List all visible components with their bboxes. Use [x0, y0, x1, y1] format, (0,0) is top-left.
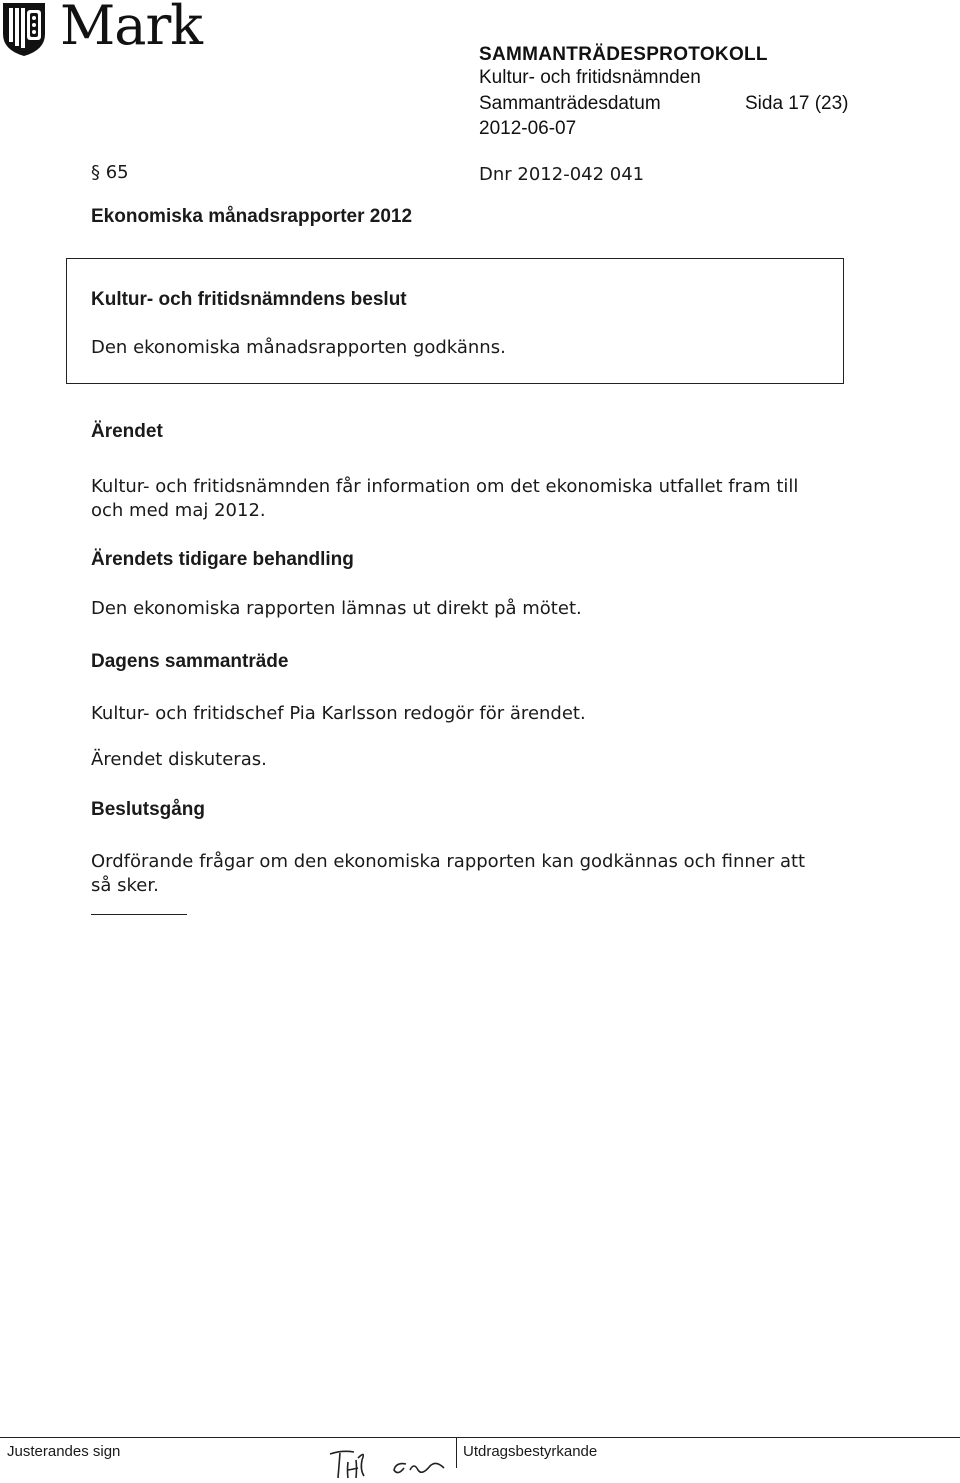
decision-text: Den ekonomiska månadsrapporten godkänns. — [91, 337, 506, 358]
section-text-arendet: Kultur- och fritidsnämnden får information om det ekonomiska utfallet fram till och med maj 2012. — [91, 476, 799, 521]
handwritten-signatures — [326, 1446, 454, 1482]
meeting-date-label: Sammanträdesdatum — [479, 93, 661, 114]
footer-divider — [456, 1438, 457, 1468]
coat-of-arms-icon — [0, 0, 48, 58]
page-number: Sida 17 (23) — [745, 93, 849, 114]
case-title: Ekonomiska månadsrapporter 2012 — [91, 206, 413, 227]
decision-heading: Kultur- och fritidsnämndens beslut — [91, 289, 407, 310]
signature-label: Justerandes sign — [7, 1443, 121, 1460]
end-rule — [91, 914, 187, 915]
footer-rule — [0, 1437, 960, 1438]
section-heading-decision-process: Beslutsgång — [91, 799, 206, 820]
document-type-title: SAMMANTRÄDESPROTOKOLL — [479, 44, 768, 65]
section-text-previous-handling: Den ekonomiska rapporten lämnas ut direkt på mötet. — [91, 598, 582, 619]
section-text-todays-meeting-2: Ärendet diskuteras. — [91, 749, 267, 770]
section-text-todays-meeting: Kultur- och fritidschef Pia Karlsson redogör för ärendet. — [91, 703, 586, 724]
case-number: Dnr 2012-042 041 — [479, 164, 645, 185]
decision-box — [66, 258, 844, 384]
section-heading-todays-meeting: Dagens sammanträde — [91, 651, 289, 672]
section-heading-previous-handling: Ärendets tidigare behandling — [91, 549, 354, 570]
committee-name: Kultur- och fritidsnämnden — [479, 67, 701, 88]
municipality-logo-text: Mark — [60, 0, 203, 57]
extract-certification-label: Utdragsbestyrkande — [463, 1443, 598, 1460]
section-heading-arendet: Ärendet — [91, 421, 163, 442]
paragraph-number: § 65 — [91, 162, 129, 183]
section-text-decision-process: Ordförande frågar om den ekonomiska rapporten kan godkännas och finner att så sker. — [91, 851, 806, 896]
meeting-date: 2012-06-07 — [479, 118, 577, 139]
